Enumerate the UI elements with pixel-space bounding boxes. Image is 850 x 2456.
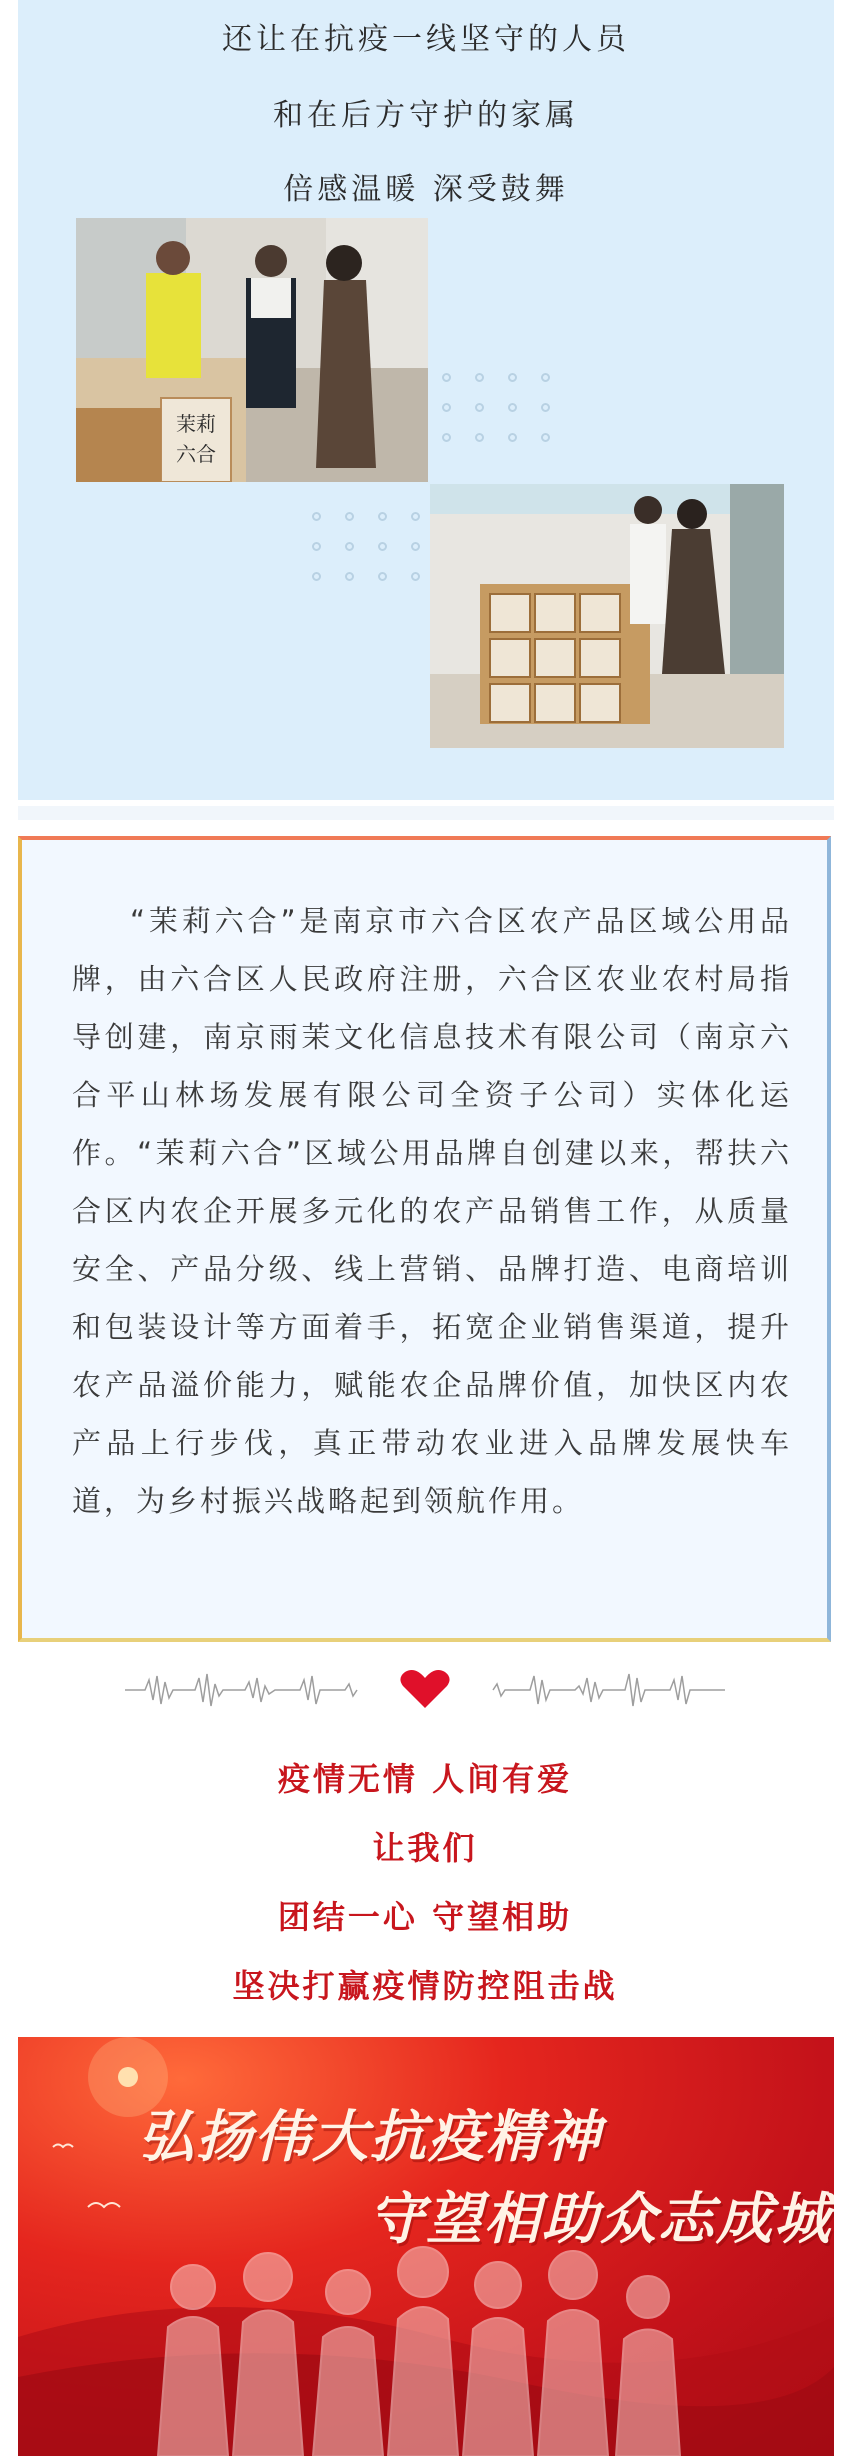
heartbeat-heart-divider xyxy=(125,1668,725,1712)
poster-slogan-line-2: 守望相助众志成城 xyxy=(368,2186,832,2252)
brand-intro-box xyxy=(18,836,831,1642)
slogan-line-4: 坚决打赢疫情防控阻击战 xyxy=(232,1967,618,2005)
caption-line-2: 和在后方守护的家属 xyxy=(273,98,579,133)
heart-icon xyxy=(400,1670,449,1708)
box-label-line-1: 茉莉 xyxy=(176,412,216,436)
photo-boxes-stacked xyxy=(430,484,784,748)
photo-boxes-stacked-image xyxy=(430,484,784,748)
bird-icon xyxy=(53,2145,73,2148)
slogan-line-3: 团结一心 守望相助 xyxy=(277,1898,573,1936)
anti-epidemic-poster xyxy=(18,2037,834,2456)
photo-delivery-office-image xyxy=(76,218,428,482)
dot-grid-decoration xyxy=(312,512,421,581)
slogan-line-1: 疫情无情 人间有爱 xyxy=(277,1760,573,1798)
section-divider xyxy=(18,806,834,820)
slogan-line-2: 让我们 xyxy=(372,1829,478,1867)
caption-line-1: 还让在抗疫一线坚守的人员 xyxy=(222,22,630,57)
dot-grid-decoration xyxy=(442,373,551,442)
photo-section xyxy=(18,0,834,800)
caption-line-3: 倍感温暖 深受鼓舞 xyxy=(283,172,569,207)
brand-intro-paragraph: “茉莉六合”是南京市六合区农产品区域公用品牌，由六合区人民政府注册，六合区农业农村局指导创建，南京雨茉文化信息技术有限公司（南京六合平山林场发展有限公司全资子公司）实体化运作。“茉莉六合”区域公用品牌自创建以来，帮扶六合区内农企开展多元化的农产品销售工作，从质量安全、产品分级、线上营销、品牌打造、电商培训和包装设计等方面着手，拓宽企业销售渠道，提升农产品溢价能力，赋能农企品牌价值，加快区内农产品上行步伐，真正带动农业进入品牌发展快车道，为乡村振兴战略起到领航作用。 xyxy=(72,904,792,1518)
poster-slogan-line-1: 弘扬伟大抗疫精神 xyxy=(138,2104,602,2170)
bird-icon xyxy=(88,2203,120,2207)
box-label-line-2: 六合 xyxy=(176,442,216,466)
photo-delivery-office xyxy=(76,218,428,482)
